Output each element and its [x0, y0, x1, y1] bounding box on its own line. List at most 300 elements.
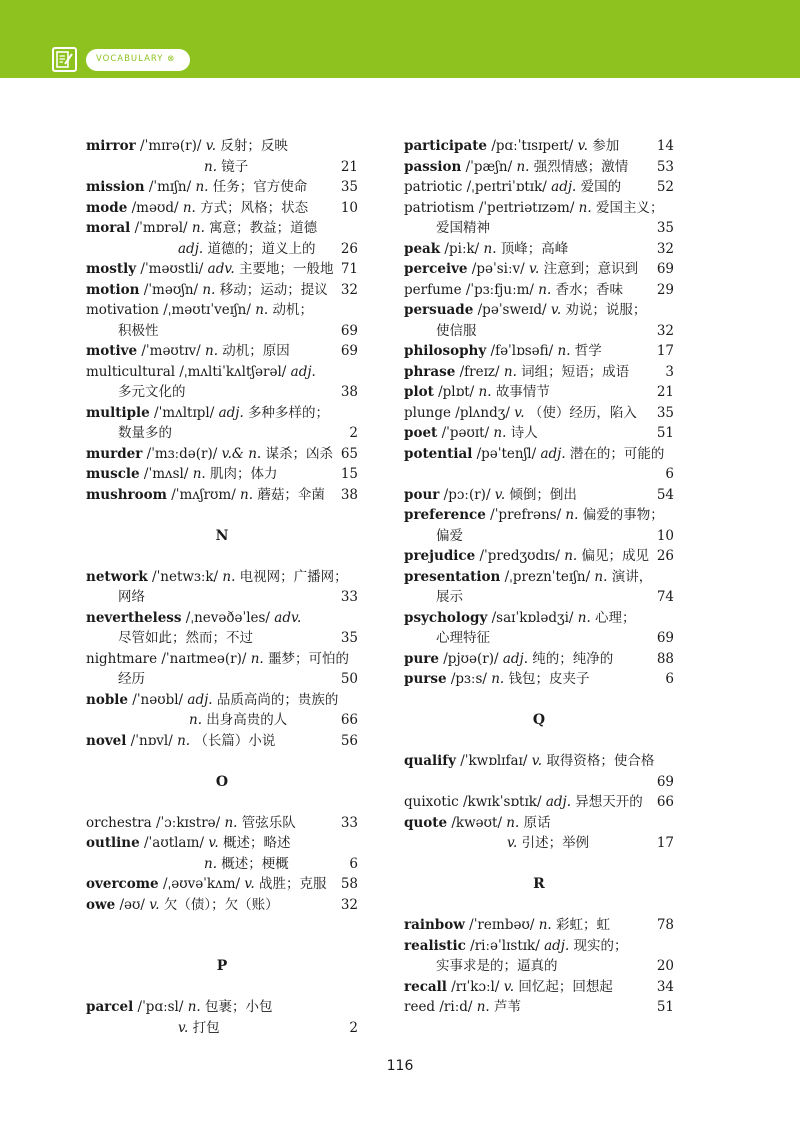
part-of-speech: n.: [491, 671, 505, 687]
part-of-speech: n.: [191, 220, 205, 236]
entry-line: [86, 833, 358, 854]
entry-text: [118, 321, 159, 342]
phonetic: /plɒt/: [433, 384, 479, 400]
entry-text: [86, 813, 296, 834]
headword: patriotism: [404, 199, 475, 216]
entry-text: [86, 362, 316, 383]
definition: 爱国的: [576, 179, 622, 195]
part-of-speech: n.: [182, 199, 196, 216]
entry-text: [86, 649, 349, 670]
headword: philosophy: [404, 343, 487, 359]
phonetic: /ˈreɪnbəʊ/: [464, 917, 539, 933]
headword: quixotic: [404, 794, 459, 810]
phonetic: /riːəˈlɪstɪk/: [465, 937, 545, 954]
entry-text: [86, 567, 348, 588]
definition: 展示: [436, 589, 463, 605]
entry-line: [86, 608, 358, 629]
part-of-speech: n.: [250, 650, 264, 667]
entry-text: [404, 751, 654, 772]
definition: 劝说；说服；: [561, 302, 647, 318]
definition: 概述；略述: [218, 835, 291, 851]
entry-text: [404, 649, 613, 670]
definition: 取得资格；使合格: [542, 753, 655, 769]
part-of-speech: n.: [187, 999, 201, 1015]
headword: orchestra: [86, 814, 152, 831]
entry-text: [404, 567, 652, 588]
part-of-speech: n.: [506, 814, 520, 831]
headword: pure: [404, 650, 439, 667]
definition: 爱国主义；: [591, 199, 664, 216]
part-of-speech: n.: [493, 425, 507, 441]
definition: 动机；原因: [218, 343, 290, 359]
continuation-line: [86, 157, 358, 178]
headword: plot: [404, 384, 434, 400]
continuation-line: [404, 833, 674, 854]
definition: 方式；风格；状态: [195, 199, 309, 216]
headword: multiple: [86, 404, 150, 421]
phonetic: /freɪz/: [455, 363, 504, 380]
phonetic: /ˈnetwɜːk/: [147, 568, 223, 585]
entry-text: [404, 997, 521, 1018]
entry-text: [404, 280, 623, 301]
entry-text: [86, 833, 290, 854]
spacer: [86, 751, 358, 772]
definition: 潜在的；可能的: [565, 445, 665, 462]
entry-text: [436, 321, 477, 342]
entry-text: [404, 341, 602, 362]
continuation-line: [86, 854, 358, 875]
entry-text: [404, 915, 610, 936]
entry-line: [86, 997, 358, 1018]
part-of-speech: n.: [538, 917, 552, 933]
entry-text: [404, 444, 664, 465]
headword: mushroom: [86, 486, 167, 503]
definition: 钱包；皮夹子: [504, 671, 590, 687]
page-ref: 74: [656, 589, 674, 605]
entry-line: [404, 198, 674, 219]
entry-text: [404, 362, 629, 383]
entry-text: [86, 731, 275, 752]
headword: mission: [86, 179, 145, 195]
definition: 反射；反映: [216, 138, 288, 154]
phonetic: /saɪˈkɒlədʒi/: [487, 609, 578, 626]
entry-text: [404, 239, 568, 260]
section-letter: P: [216, 958, 228, 974]
entry-text: [189, 710, 287, 731]
part-of-speech: n.: [222, 568, 236, 585]
phonetic: /ˈməʊtɪv/: [137, 343, 206, 359]
phonetic: /ˈmʌsl/: [139, 466, 193, 482]
phonetic: /ˌmʌltiˈkʌltʃərəl/: [175, 363, 291, 380]
headword: mostly: [86, 261, 137, 277]
phonetic: /ˈpredʒʊdɪs/: [475, 548, 565, 564]
entry-line: [404, 280, 674, 301]
definition: 顶峰；高峰: [496, 240, 569, 257]
entry-line: [86, 567, 358, 588]
page-ref: 51: [656, 425, 674, 441]
entry-text: [404, 198, 663, 219]
page-ref: 69: [656, 261, 674, 277]
continuation-line: [404, 772, 674, 793]
entry-text: [404, 300, 646, 321]
part-of-speech: adj.: [545, 794, 571, 810]
entry-text: [404, 485, 577, 506]
part-of-speech: v.: [528, 261, 540, 277]
continuation-line: [86, 710, 358, 731]
definition: 原话: [519, 814, 551, 831]
entry-text: [118, 423, 172, 444]
definition: 多元文化的: [118, 384, 186, 400]
entry-text: [404, 936, 628, 957]
entry-text: [436, 628, 490, 649]
phonetic: /pɜːs/: [446, 671, 492, 687]
phonetic: /kwəʊt/: [447, 814, 507, 831]
definition: 主要地；一般地: [234, 261, 334, 277]
headword: overcome: [86, 876, 159, 892]
headword: pour: [404, 486, 440, 503]
entry-text: [118, 628, 253, 649]
entry-line: [86, 177, 358, 198]
part-of-speech: v.: [531, 753, 543, 769]
continuation-line: [86, 1018, 358, 1039]
continuation-line: [404, 321, 674, 342]
definition: 实事求是的；逼真的: [436, 958, 558, 974]
phonetic: /pəˈtenʃl/: [472, 445, 541, 462]
page-ref: 26: [656, 548, 674, 564]
part-of-speech: n.: [476, 999, 490, 1015]
entry-text: [178, 1018, 220, 1039]
page-ref: 69: [656, 773, 674, 790]
headword: passion: [404, 158, 462, 175]
part-of-speech: n.: [478, 384, 492, 400]
headword: mirror: [86, 138, 136, 154]
entry-line: [86, 341, 358, 362]
entry-line: [404, 239, 674, 260]
definition: 演讲，: [607, 568, 653, 585]
entry-line: [404, 505, 674, 526]
headword: outline: [86, 835, 140, 851]
entry-text: [86, 341, 290, 362]
spacer: [404, 690, 674, 711]
definition: 回忆起；回想起: [514, 978, 613, 995]
continuation-line: [404, 628, 674, 649]
part-of-speech: n.: [224, 814, 238, 831]
part-of-speech: adj.: [540, 445, 566, 462]
phonetic: /piːk/: [440, 240, 484, 257]
entry-line: [404, 649, 674, 670]
entry-line: [86, 198, 358, 219]
entry-line: [86, 895, 358, 916]
page-ref: 3: [665, 363, 674, 380]
headword: persuade: [404, 302, 474, 318]
entry-line: [86, 218, 358, 239]
continuation-line: [86, 382, 358, 403]
page-ref: 33: [340, 814, 358, 831]
page-ref: 2: [349, 425, 358, 441]
page-ref: 69: [656, 630, 674, 646]
part-of-speech: n.: [578, 199, 592, 216]
definition: 偏见；成见: [577, 548, 650, 564]
definition: 异想天开的: [571, 794, 643, 810]
entry-line: [86, 731, 358, 752]
page-ref: 58: [340, 876, 358, 892]
phonetic: /ˈprefrəns/: [485, 507, 566, 523]
index-column-left: [86, 136, 358, 1038]
page-ref: 71: [340, 261, 358, 277]
definition: 管弦乐队: [237, 814, 296, 831]
definition: 网络: [118, 589, 145, 605]
entry-line: [404, 936, 674, 957]
page-ref: 21: [340, 158, 358, 175]
phonetic: /ˌpreznˈteɪʃn/: [500, 568, 595, 585]
page-ref: 38: [340, 384, 358, 400]
definition: 故事情节: [491, 384, 550, 400]
definition: 品质高尚的；贵族的: [212, 691, 339, 708]
page-ref: 34: [656, 978, 674, 995]
entry-line: [404, 751, 674, 772]
section-letter: N: [215, 527, 229, 544]
entry-line: [404, 157, 674, 178]
part-of-speech: n.: [240, 486, 254, 503]
headword: nightmare: [86, 650, 158, 667]
phonetic: /ˈmɜːdə(r)/: [142, 445, 222, 462]
headword: quote: [404, 814, 448, 831]
part-of-speech: adj.: [551, 179, 577, 195]
entry-text: [86, 177, 307, 198]
definition: （使）经历，陷入: [524, 404, 637, 421]
definition: 心理特征: [436, 630, 490, 646]
entry-line: [86, 874, 358, 895]
entry-line: [86, 259, 358, 280]
phonetic: /ˌməʊtɪˈveɪʃn/: [158, 302, 256, 318]
headword: qualify: [404, 753, 456, 769]
headword: nevertheless: [86, 609, 182, 626]
definition: 经历: [118, 671, 145, 687]
phonetic: /ˈmɒrəl/: [130, 220, 192, 236]
spacer: [86, 915, 358, 936]
phonetic: /ˈnəʊbl/: [127, 691, 188, 708]
entry-text: [86, 136, 288, 157]
headword: peak: [404, 240, 441, 257]
entry-line: [86, 813, 358, 834]
entry-line: [404, 485, 674, 506]
part-of-speech: n.: [195, 179, 209, 195]
page-ref: 6: [665, 466, 674, 482]
page-ref: 69: [340, 322, 358, 339]
definition: 移动；运动；提议: [215, 281, 328, 298]
headword: perfume: [404, 281, 462, 298]
definition: 打包: [188, 1019, 220, 1036]
page-ref: 65: [340, 445, 358, 462]
entry-line: [86, 300, 358, 321]
definition: 词组；短语；成语: [516, 363, 630, 380]
definition: 彩虹；虹: [551, 917, 611, 933]
page-ref: 29: [656, 281, 674, 298]
part-of-speech: n.: [204, 855, 217, 872]
page-ref: 35: [656, 220, 674, 236]
headword: reed: [404, 999, 436, 1015]
entry-line: [86, 362, 358, 383]
headword: motion: [86, 281, 140, 298]
continuation-line: [86, 669, 358, 690]
part-of-speech: n.: [204, 158, 217, 175]
entry-line: [86, 485, 358, 506]
definition: 诗人: [506, 425, 538, 441]
headword: murder: [86, 445, 143, 462]
entry-line: [404, 792, 674, 813]
entry-text: [404, 136, 619, 157]
entry-text: [86, 403, 329, 424]
entry-text: [404, 403, 637, 424]
entry-line: [404, 136, 674, 157]
page-ref: 53: [656, 158, 674, 175]
entry-line: [404, 341, 674, 362]
phonetic: /ˈmɪrə(r)/: [135, 138, 206, 154]
page-ref: 54: [656, 486, 674, 503]
definition: 引述；举例: [517, 835, 590, 851]
headword: motive: [86, 343, 138, 359]
page-ref: 32: [656, 322, 674, 339]
section-label-pill: [86, 49, 190, 71]
header-bar: [0, 0, 800, 78]
entry-text: [86, 997, 273, 1018]
notebook-pen-icon: [52, 47, 77, 72]
headword: network: [86, 568, 148, 585]
definition: （长篇）小说: [190, 732, 276, 749]
entry-text: [204, 157, 248, 178]
entry-text: [404, 669, 590, 690]
part-of-speech: adj.: [178, 240, 204, 257]
definition: 参加: [587, 138, 620, 154]
entry-line: [404, 177, 674, 198]
part-of-speech: n.: [483, 240, 497, 257]
page-number: 116: [386, 1058, 414, 1074]
phonetic: /kwɪkˈsɒtɪk/: [458, 794, 546, 810]
entry-text: [86, 444, 333, 465]
headword: rainbow: [404, 917, 465, 933]
entry-text: [86, 300, 313, 321]
headword: prejudice: [404, 548, 476, 564]
definition: 谋杀；凶杀: [261, 445, 334, 462]
section-letter: O: [215, 773, 229, 790]
definition: 现实的；: [569, 937, 628, 954]
part-of-speech: v.: [507, 835, 518, 851]
definition: 概述；梗概: [217, 855, 289, 872]
part-of-speech: adj.: [544, 937, 570, 954]
entry-text: [86, 485, 325, 506]
page-ref: 52: [656, 179, 674, 195]
definition: 倾倒；倒出: [505, 486, 577, 503]
part-of-speech: v.: [205, 138, 217, 154]
definition: 寓意；教益；道德: [204, 220, 318, 236]
page-ref: 35: [340, 630, 358, 646]
entry-text: [118, 587, 145, 608]
entry-text: [404, 423, 538, 444]
definition: 爱国精神: [436, 220, 490, 236]
part-of-speech: v.: [514, 404, 525, 421]
page-ref: 21: [656, 384, 674, 400]
entry-text: [404, 382, 550, 403]
entry-line: [86, 444, 358, 465]
phonetic: /ˈkwɒlɪfaɪ/: [455, 753, 532, 769]
headword: participate: [404, 138, 488, 154]
continuation-line: [86, 239, 358, 260]
phonetic: /ˈməʊʃn/: [139, 281, 203, 298]
page-ref: 17: [656, 835, 674, 851]
definition: 包裹；小包: [200, 999, 273, 1015]
part-of-speech: adj.: [218, 404, 244, 421]
continuation-line: [404, 956, 674, 977]
phonetic: /ˈpəʊɪt/: [437, 425, 494, 441]
definition: 道德的；道义上的: [203, 240, 316, 257]
part-of-speech: n.: [564, 548, 578, 564]
section-letter: Q: [532, 712, 546, 728]
part-of-speech: n.: [177, 732, 191, 749]
part-of-speech: n.: [205, 343, 219, 359]
continuation-line: [404, 218, 674, 239]
page-ref: 66: [656, 794, 674, 810]
phonetic: /ˈpæʃn/: [461, 158, 517, 175]
phonetic: /ˈmɪʃn/: [144, 179, 196, 195]
spacer: [86, 546, 358, 567]
page-ref: 20: [656, 958, 674, 974]
page-ref: 35: [340, 179, 358, 195]
entry-text: [86, 895, 279, 916]
definition: 多种多样的；: [243, 404, 330, 421]
headword: muscle: [86, 466, 140, 482]
phonetic: /pəˈsweɪd/: [473, 302, 551, 318]
entry-line: [404, 608, 674, 629]
entry-text: [404, 157, 628, 178]
phonetic: /ˈnɒvl/: [126, 732, 178, 749]
entry-line: [404, 382, 674, 403]
continuation-line: [404, 587, 674, 608]
phonetic: /ˈaʊtlaɪn/: [139, 835, 209, 851]
phonetic: /rɪˈkɔːl/: [446, 978, 504, 995]
entry-line: [86, 403, 358, 424]
headword: perceive: [404, 261, 468, 277]
part-of-speech: n.: [577, 609, 591, 626]
phonetic: /məʊd/: [127, 199, 183, 216]
headword: multicultural: [86, 363, 176, 380]
part-of-speech: n.: [557, 343, 571, 359]
entry-text: [404, 177, 621, 198]
entry-line: [86, 649, 358, 670]
definition: 肌肉；体力: [205, 466, 278, 482]
entry-line: [404, 362, 674, 383]
phonetic: /ˈnaɪtmeə(r)/: [157, 650, 251, 667]
headword: recall: [404, 978, 447, 995]
headword: motivation: [86, 302, 159, 318]
part-of-speech: n.: [503, 363, 517, 380]
phonetic: /riːd/: [435, 999, 477, 1015]
entry-text: [86, 218, 317, 239]
definition: 偏爱的事物；: [578, 507, 664, 523]
entry-line: [404, 403, 674, 424]
headword: novel: [86, 732, 127, 749]
definition: 芦苇: [489, 999, 522, 1015]
page-ref: 51: [656, 999, 674, 1015]
definition: 哲学: [570, 343, 602, 359]
page-ref: 32: [656, 240, 674, 257]
headword: mode: [86, 199, 128, 216]
spacer: [404, 854, 674, 875]
entry-text: [204, 854, 289, 875]
phonetic: /ˈpɜːfjuːm/: [461, 281, 539, 298]
part-of-speech: n.: [255, 302, 269, 318]
headword: phrase: [404, 363, 456, 380]
page-ref: 6: [349, 855, 358, 872]
